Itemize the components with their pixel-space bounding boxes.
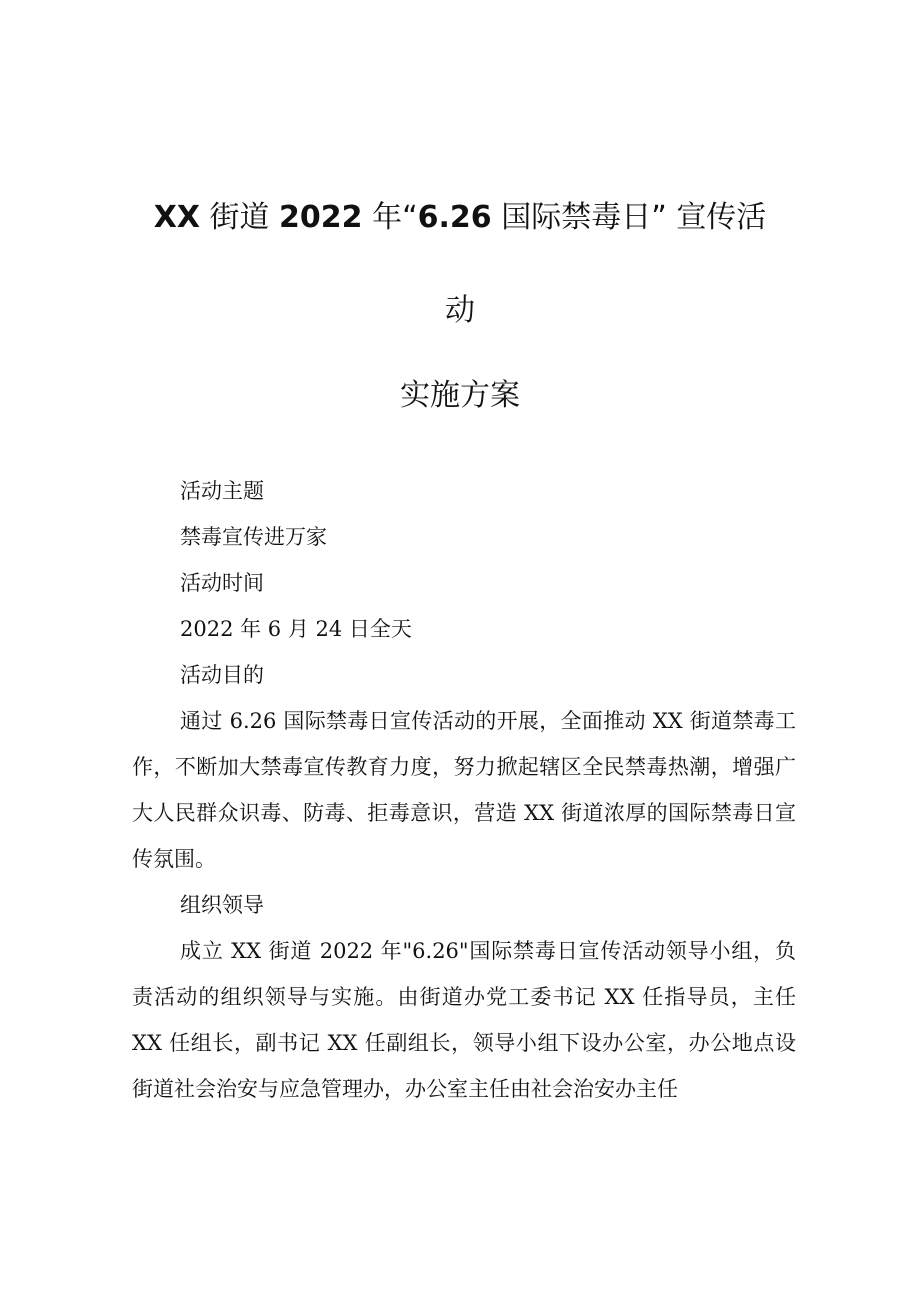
section-theme (132, 468, 796, 560)
title-xx: XX (153, 200, 200, 235)
section-time (132, 560, 796, 652)
section-content: 禁毒宣传进万家 (180, 525, 327, 549)
title-street: 街道 (199, 200, 280, 235)
document-subtitle: 实施方案 (400, 378, 520, 413)
document-title-line-2: 动 (445, 293, 475, 328)
document-title-line-1 (0, 192, 920, 236)
title-nian: 年“ (362, 200, 418, 235)
title-end: 国际禁毒日” 宣传活 (491, 200, 767, 235)
section-organization (132, 882, 796, 1112)
section-heading: 活动时间 (180, 571, 264, 595)
section-content: 成立 XX 街道 2022 年"6.26"国际禁毒日宣传活动领导小组，负责活动的组织领导与实施。由街道办党工委书记 XX 任指导员，主任 XX 任组长，副书记 XX 任副组长，领导小组下设办公室，办公地点设街道社会治安与应急管理办，办公室主任由社会治安办主任 (132, 939, 796, 1101)
title-date: 6.26 (417, 200, 492, 235)
section-heading: 活动主题 (180, 479, 264, 503)
section-heading: 组织领导 (180, 893, 264, 917)
title-year: 2022 (279, 200, 363, 235)
section-purpose (132, 652, 796, 882)
section-content: 2022 年 6 月 24 日全天 (180, 617, 412, 641)
section-heading: 活动目的 (180, 663, 264, 687)
section-content: 通过 6.26 国际禁毒日宣传活动的开展，全面推动 XX 街道禁毒工作，不断加大禁毒宣传教育力度，努力掀起辖区全民禁毒热潮，增强广大人民群众识毒、防毒、拒毒意识，营造 XX 街道浓厚的国际禁毒日宣传氛围。 (132, 709, 796, 871)
